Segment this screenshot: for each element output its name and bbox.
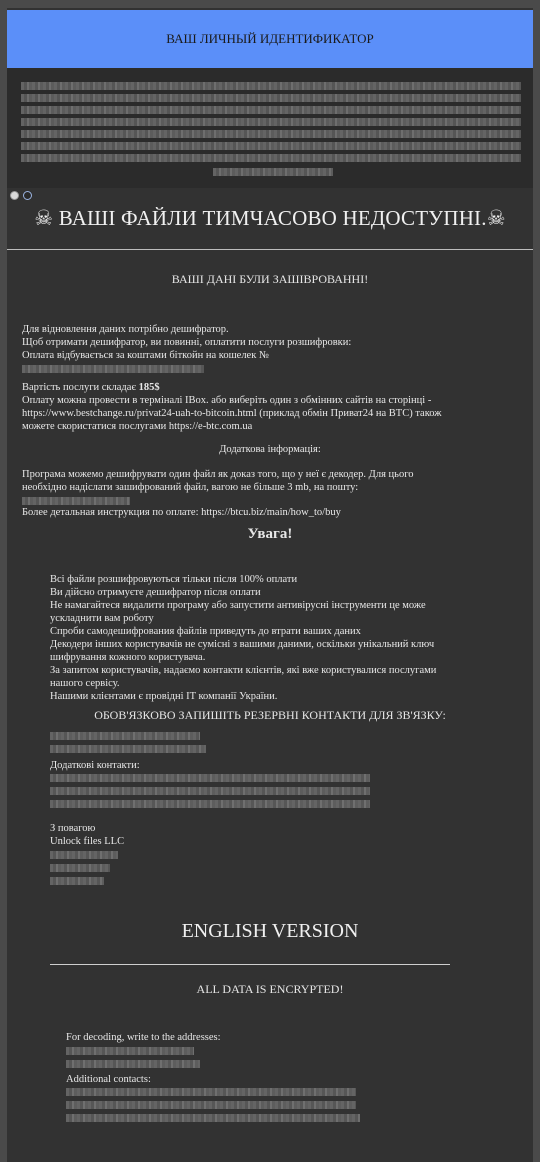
warning-line: За запитом користувачів, надаємо контакти клієнтів, які вже користувалися послугами xyxy=(50,665,437,676)
redacted-id-line xyxy=(21,142,521,150)
ua-text-line: Програма можемо дешифрувати один файл як доказ того, що у неї є декодер. Для цього xyxy=(22,469,414,480)
ua-text-line: https://www.bestchange.ru/privat24-uah-to-bitcoin.html (приклад обмін Приват24 на BTC) також xyxy=(22,408,442,419)
divider xyxy=(7,249,533,250)
contacts-heading: ОБОВ'ЯЗКОВО ЗАПИШІТЬ РЕЗЕРВНІ КОНТАКТИ ДЛЯ ЗВ'ЯЗКУ: xyxy=(94,708,446,722)
price-label: Вартість послуги складає xyxy=(22,382,139,393)
redacted-email xyxy=(22,497,130,505)
ransom-page xyxy=(7,8,533,1162)
id-header-title: ВАШ ЛИЧНЫЙ ИДЕНТИФИКАТОР xyxy=(166,31,374,46)
redacted-contact xyxy=(50,800,370,808)
warning-line: Всі файли розшифровуються тільки після 100% оплати xyxy=(50,574,298,585)
en-subtitle: ALL DATA IS ENCRYPTED! xyxy=(196,982,344,996)
warning-line: Ви дійсно отримуєте дешифратор після оплати xyxy=(50,587,261,598)
warning-line: нашого сервісу. xyxy=(50,678,120,689)
redacted-contact xyxy=(66,1060,200,1068)
redacted-id-line xyxy=(21,82,521,90)
warning-line: Не намагайтеся видалити програму або запустити антивірусні інструменти це може xyxy=(50,600,426,611)
extra-info-heading: Додаткова інформація: xyxy=(219,444,321,455)
warning-line: Спроби самодешифрования файлів приведуть до втрати ваших даних xyxy=(50,626,361,637)
ua-text-line: необхідно надіслати зашифрований файл, вагою не більше 3 mb, на пошту: xyxy=(22,482,359,493)
ua-text-line: Для відновлення даних потрібно дешифратор. xyxy=(22,324,229,335)
slider-dot-active[interactable] xyxy=(23,191,32,200)
signature-text: Unlock files LLC xyxy=(50,836,125,847)
slider-dots xyxy=(10,191,32,200)
redacted-contact xyxy=(50,745,206,753)
redacted-id-line xyxy=(21,154,521,162)
redacted-contact xyxy=(66,1047,194,1055)
divider xyxy=(50,964,450,965)
redacted-id-line xyxy=(21,118,521,126)
warning-line: Нашими клієнтами є провідні IT компанії України. xyxy=(50,691,278,702)
redacted-signature xyxy=(50,864,110,872)
warning-line: шифрування кожного користувача. xyxy=(50,652,206,663)
ua-price-line xyxy=(22,382,160,395)
redacted-id-line xyxy=(21,94,521,102)
redacted-contact xyxy=(66,1088,356,1096)
redacted-id-line xyxy=(21,106,521,114)
regards-text: З повагою xyxy=(50,823,96,834)
ua-text-line: Оплату можна провести в терміналі IBox. або виберіть один з обмінних сайтів на сторінці - xyxy=(22,395,432,406)
en-additional-contacts-label: Additional contacts: xyxy=(66,1074,151,1085)
id-header xyxy=(7,10,533,68)
en-write-to: For decoding, write to the addresses: xyxy=(66,1032,221,1043)
redacted-id-line xyxy=(213,168,333,176)
ua-text-line: можете скористатися послугами https://e-btc.com.ua xyxy=(22,421,253,432)
price-value: 185$ xyxy=(138,382,160,393)
warning-line: Декодери інших користувачів не сумісні з вашими даними, оскільки унікальний ключ xyxy=(50,639,435,650)
ua-subtitle: ВАШІ ДАНІ БУЛИ ЗАШІВРОВАННІ! xyxy=(171,272,369,286)
redacted-contact xyxy=(66,1101,356,1109)
redacted-contact xyxy=(50,787,370,795)
warning-line: ускладнити вам роботу xyxy=(50,613,154,624)
redacted-contact xyxy=(50,774,370,782)
ua-text-line: Более детальная инструкция по оплате: https://btcu.biz/main/how_to/buy xyxy=(22,507,341,518)
page-headline: ☠ ВАШІ ФАЙЛИ ТИМЧАСОВО НЕДОСТУПНІ.☠ xyxy=(34,206,506,230)
ua-text-line: Щоб отримати дешифратор, ви повинні, оплатити послуги розшифровки: xyxy=(22,337,352,348)
slider-dot[interactable] xyxy=(10,191,19,200)
redacted-signature xyxy=(50,877,104,885)
redacted-signature xyxy=(50,851,118,859)
warning-title: Увага! xyxy=(247,526,293,542)
redacted-contact xyxy=(66,1114,360,1122)
personal-id-box[interactable] xyxy=(7,68,533,188)
redacted-wallet xyxy=(22,365,204,373)
redacted-id-line xyxy=(21,130,521,138)
ua-text-line: Оплата відбувається за коштами біткойн на кошелек № xyxy=(22,350,269,361)
redacted-contact xyxy=(50,732,200,740)
additional-contacts-label: Додаткові контакти: xyxy=(50,760,140,771)
english-version-title: ENGLISH VERSION xyxy=(181,920,359,942)
